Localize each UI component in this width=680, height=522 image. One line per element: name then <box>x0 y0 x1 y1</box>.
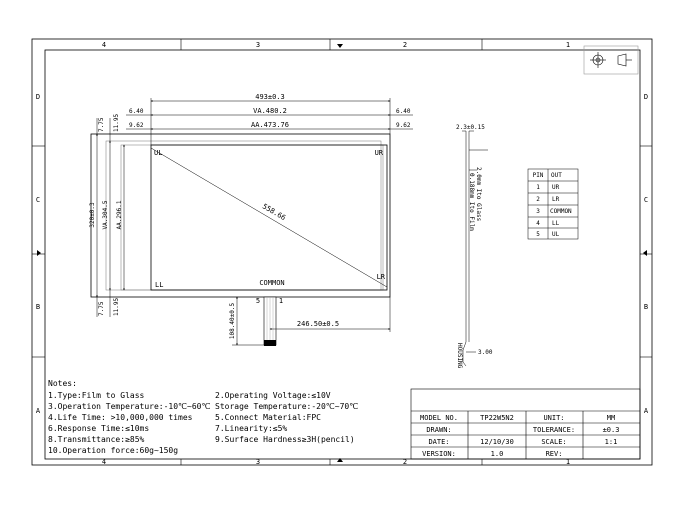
pin-table-row-5-out: UL <box>552 231 560 238</box>
note-8: 8.Transmittance:≥85% <box>48 435 145 444</box>
pin-table-row-5-pin: 5 <box>536 231 540 238</box>
dim-va-height: VA.304.5 <box>102 200 109 230</box>
col-label-1-top: 1 <box>565 41 571 49</box>
common-label: COMMON <box>259 279 285 287</box>
pin-table-header-out: OUT <box>551 172 562 179</box>
pin-table-row-1-out: UR <box>552 184 560 191</box>
side-glass-label: 2.0mm Ito Glass <box>475 167 482 222</box>
dim-overall-width: 493±0.3 <box>255 93 285 101</box>
dim-aa-height: AA.296.1 <box>116 200 123 230</box>
note-2: 2.Operating Voltage:≤10V <box>215 391 331 400</box>
pin-table-header-pin: PIN <box>532 172 544 179</box>
title-rev-label: REV: <box>545 450 563 458</box>
title-scale-value: 1:1 <box>604 438 618 446</box>
row-label-b-right: B <box>643 303 649 311</box>
title-unit-label: UNIT: <box>543 414 565 422</box>
diagonal-line <box>151 148 387 287</box>
col-label-4-top: 4 <box>101 41 107 49</box>
title-tolerance-value: ±0.3 <box>602 426 620 434</box>
note-4: 4.Life Time: >10,000,000 times <box>48 413 193 422</box>
note-7: 7.Linearity:≤5% <box>215 424 288 433</box>
dim-left-margin-va: 6.40 <box>129 108 144 115</box>
dim-va-width: VA.480.2 <box>253 107 287 115</box>
row-label-c-left: C <box>35 196 41 204</box>
side-film-label: 0.188mm Ito Film <box>468 173 475 231</box>
diagonal-label: 558.66 <box>261 202 287 223</box>
note-3: 3.Operation Temperature:-10℃~60℃ <box>48 402 211 411</box>
note-5: 5.Connect Material:FPC <box>215 413 321 422</box>
dim-aa-width: AA.473.76 <box>251 121 289 129</box>
dim-right-margin-va: 6.40 <box>396 108 411 115</box>
title-drawn-label: DRAWN: <box>426 426 452 434</box>
row-label-d-left: D <box>35 93 41 101</box>
dim-top-margin-aa: 11.95 <box>113 113 120 132</box>
title-date-value: 12/10/30 <box>480 438 514 446</box>
pin-table-row-1-pin: 1 <box>536 184 540 191</box>
panel-outline <box>91 134 390 297</box>
corner-ll-label: LL <box>155 281 164 289</box>
col-label-3-top: 3 <box>255 41 261 49</box>
side-housing-dim: 3.00 <box>478 349 493 356</box>
pin-table-row-2-pin: 2 <box>536 196 540 203</box>
note-6: 6.Response Time:≤10ms <box>48 424 150 433</box>
col-label-4-bottom: 4 <box>101 458 107 466</box>
side-thickness: 2.3±0.15 <box>456 124 485 131</box>
view-area-outline <box>106 141 381 290</box>
pin-5-label: 5 <box>255 297 261 305</box>
dim-bottom-margin-va: 7.75 <box>98 301 105 316</box>
note-10: 10.Operation force:60g~150g <box>48 446 179 455</box>
pin-table-row-3-pin: 3 <box>536 208 540 215</box>
row-label-a-right: A <box>643 407 649 415</box>
title-version-label: VERSION: <box>422 450 456 458</box>
side-view <box>462 131 488 366</box>
dim-left-margin-aa: 9.62 <box>129 122 144 129</box>
title-model-value: TP22W5N2 <box>480 414 514 422</box>
title-tolerance-label: TOLERANCE: <box>532 426 576 434</box>
title-scale-label: SCALE: <box>541 438 567 446</box>
row-label-a-left: A <box>35 407 41 415</box>
row-label-d-right: D <box>643 93 649 101</box>
note-1: 1.Type:Film to Glass <box>48 391 145 400</box>
pin-table-row-4-pin: 4 <box>536 220 540 227</box>
center-mark-top <box>337 44 343 48</box>
col-label-3-bottom: 3 <box>255 458 261 466</box>
dim-top-margin-va: 7.75 <box>98 117 105 132</box>
corner-lr-label: LR <box>376 273 385 281</box>
col-label-1-bottom: 1 <box>565 458 571 466</box>
center-mark-left <box>37 250 41 256</box>
col-label-2-top: 2 <box>402 41 408 49</box>
col-label-2-bottom: 2 <box>402 458 408 466</box>
side-housing-label: HOUSING <box>456 343 463 369</box>
dim-overall-height: 320±0.3 <box>89 202 96 228</box>
title-version-value: 1.0 <box>490 450 504 458</box>
pin-1-label: 1 <box>278 297 284 305</box>
pin-table <box>528 169 578 239</box>
title-block <box>411 389 640 459</box>
corner-ur-label: UR <box>374 149 383 157</box>
dim-tail-length: 108.40±0.5 <box>229 302 236 340</box>
row-label-c-right: C <box>643 196 649 204</box>
pin-table-row-2-out: LR <box>552 196 560 203</box>
title-date-label: DATE: <box>428 438 450 446</box>
fpc-tail-contacts <box>264 340 276 346</box>
active-area-outline <box>121 145 383 290</box>
corner-ul-label: UL <box>154 149 163 157</box>
note-storage: Storage Temperature:-20℃~70℃ <box>215 402 359 411</box>
pin-table-row-4-out: LL <box>552 220 560 227</box>
title-unit-value: MM <box>606 414 616 422</box>
dim-right-margin-aa: 9.62 <box>396 122 411 129</box>
pin-table-row-3-out: COMMON <box>550 208 572 215</box>
dim-tail-offset: 246.50±0.5 <box>296 320 340 328</box>
row-label-b-left: B <box>35 303 41 311</box>
center-mark-right <box>643 250 647 256</box>
notes-title: Notes: <box>48 379 77 388</box>
dim-bottom-margin-aa: 11.95 <box>113 297 120 316</box>
note-9: 9.Surface Hardness≥3H(pencil) <box>215 435 355 444</box>
title-model-label: MODEL NO. <box>420 414 458 422</box>
